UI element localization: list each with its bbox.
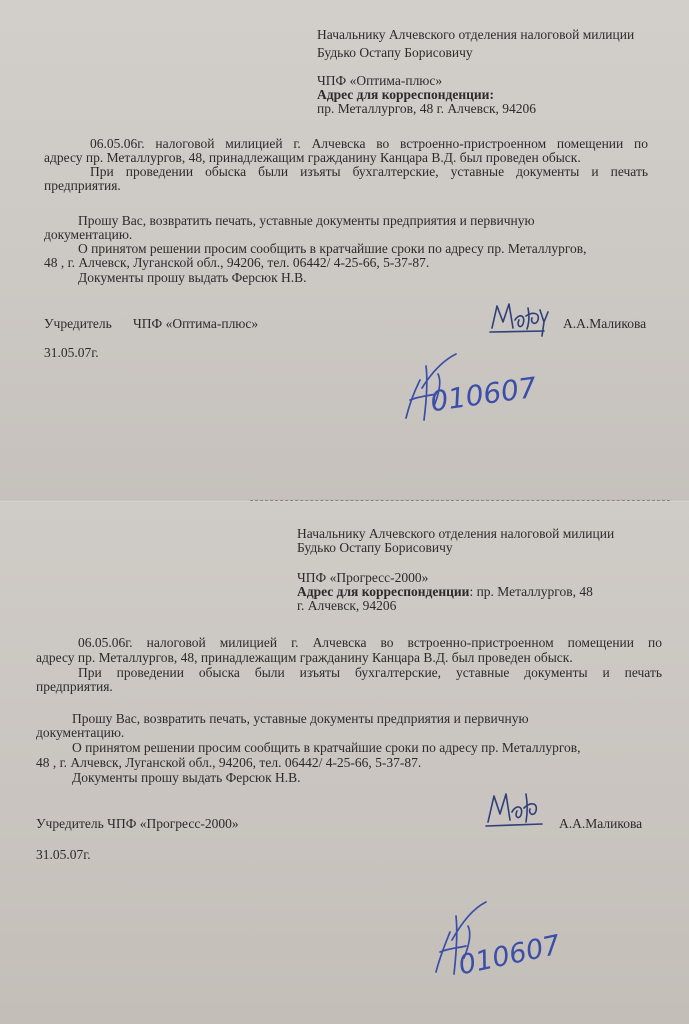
address-line-2: г. Алчевск, 94206 xyxy=(297,598,397,613)
paragraph-1-line-2: адресу пр. Металлургов, 48, принадлежащим гражданину Канцара В.Д. был проведен обыск. xyxy=(44,150,581,165)
paragraph-4-line-2: 48 , г. Алчевск, Луганской обл., 94206, тел. 06442/ 4-25-66, 5-37-87. xyxy=(44,255,430,270)
signer-name: А.А.Маликова xyxy=(563,316,647,331)
company-name: ЧПФ «Оптима-плюс» xyxy=(317,73,443,88)
paragraph-4-line-1: О принятом решении просим сообщить в кратчайшие сроки по адресу пр. Металлургов, xyxy=(72,740,581,755)
addressee-line-2: Будько Остапу Борисовичу xyxy=(317,45,473,60)
address-line-1: Адрес для корреспонденции: пр. Металлургов, 48 xyxy=(297,584,593,599)
paragraph-3-line-2: документацию. xyxy=(44,227,133,242)
paragraph-5: Документы прошу выдать Ферсюк Н.В. xyxy=(78,270,307,285)
date: 31.05.07г. xyxy=(44,345,99,360)
paragraph-1-line-1: 06.05.06г. налоговой милицией г. Алчевска во встроенно-пристроенном помещении по xyxy=(78,635,662,650)
founder-company: ЧПФ «Оптима-плюс» xyxy=(133,316,259,331)
letter-bottom xyxy=(0,502,689,1024)
address-value: пр. Металлургов, 48 г. Алчевск, 94206 xyxy=(317,101,537,116)
founder-label: Учредитель xyxy=(44,316,112,331)
paragraph-1-line-1: 06.05.06г. налоговой милицией г. Алчевска во встроенно-пристроенном помещении по xyxy=(90,136,648,151)
addressee-line-1: Начальнику Алчевского отделения налоговой милиции xyxy=(317,27,635,42)
cut-line xyxy=(250,500,670,501)
letter-top xyxy=(0,0,689,500)
signer-name: А.А.Маликова xyxy=(559,816,643,831)
addressee-line-1: Начальнику Алчевского отделения налоговой милиции xyxy=(297,526,615,541)
paragraph-5: Документы прошу выдать Ферсюк Н.В. xyxy=(72,770,301,785)
address-label: Адрес для корреспонденции: xyxy=(317,87,494,102)
handwritten-number: 010607 xyxy=(428,370,539,419)
paragraph-4-line-2: 48 , г. Алчевск, Луганской обл., 94206, тел. 06442/ 4-25-66, 5-37-87. xyxy=(36,755,422,770)
handwritten-number: 010607 xyxy=(455,929,564,982)
founder-line: Учредитель ЧПФ «Прогресс-2000» xyxy=(36,816,239,831)
signature xyxy=(484,786,556,832)
addressee-line-2: Будько Остапу Борисовичу xyxy=(297,540,453,555)
paragraph-3-line-2: документацию. xyxy=(36,725,125,740)
paragraph-3-line-1: Прошу Вас, возвратить печать, уставные документы предприятия и первичную xyxy=(78,213,535,228)
paragraph-2-line-1: При проведении обыска были изъяты бухгалтерские, уставные документы и печать xyxy=(78,665,662,680)
paragraph-2-line-2: предприятия. xyxy=(36,679,113,694)
signature xyxy=(488,298,562,340)
date: 31.05.07г. xyxy=(36,847,91,862)
paragraph-2-line-2: предприятия. xyxy=(44,178,121,193)
company-name: ЧПФ «Прогресс-2000» xyxy=(297,570,429,585)
paragraph-3-line-1: Прошу Вас, возвратить печать, уставные документы предприятия и первичную xyxy=(72,711,529,726)
paragraph-2-line-1: При проведении обыска были изъяты бухгалтерские, уставные документы и печать xyxy=(90,164,648,179)
paragraph-1-line-2: адресу пр. Металлургов, 48, принадлежащим гражданину Канцара В.Д. был проведен обыск. xyxy=(36,650,573,665)
paragraph-4-line-1: О принятом решении просим сообщить в кратчайшие сроки по адресу пр. Металлургов, xyxy=(78,241,587,256)
